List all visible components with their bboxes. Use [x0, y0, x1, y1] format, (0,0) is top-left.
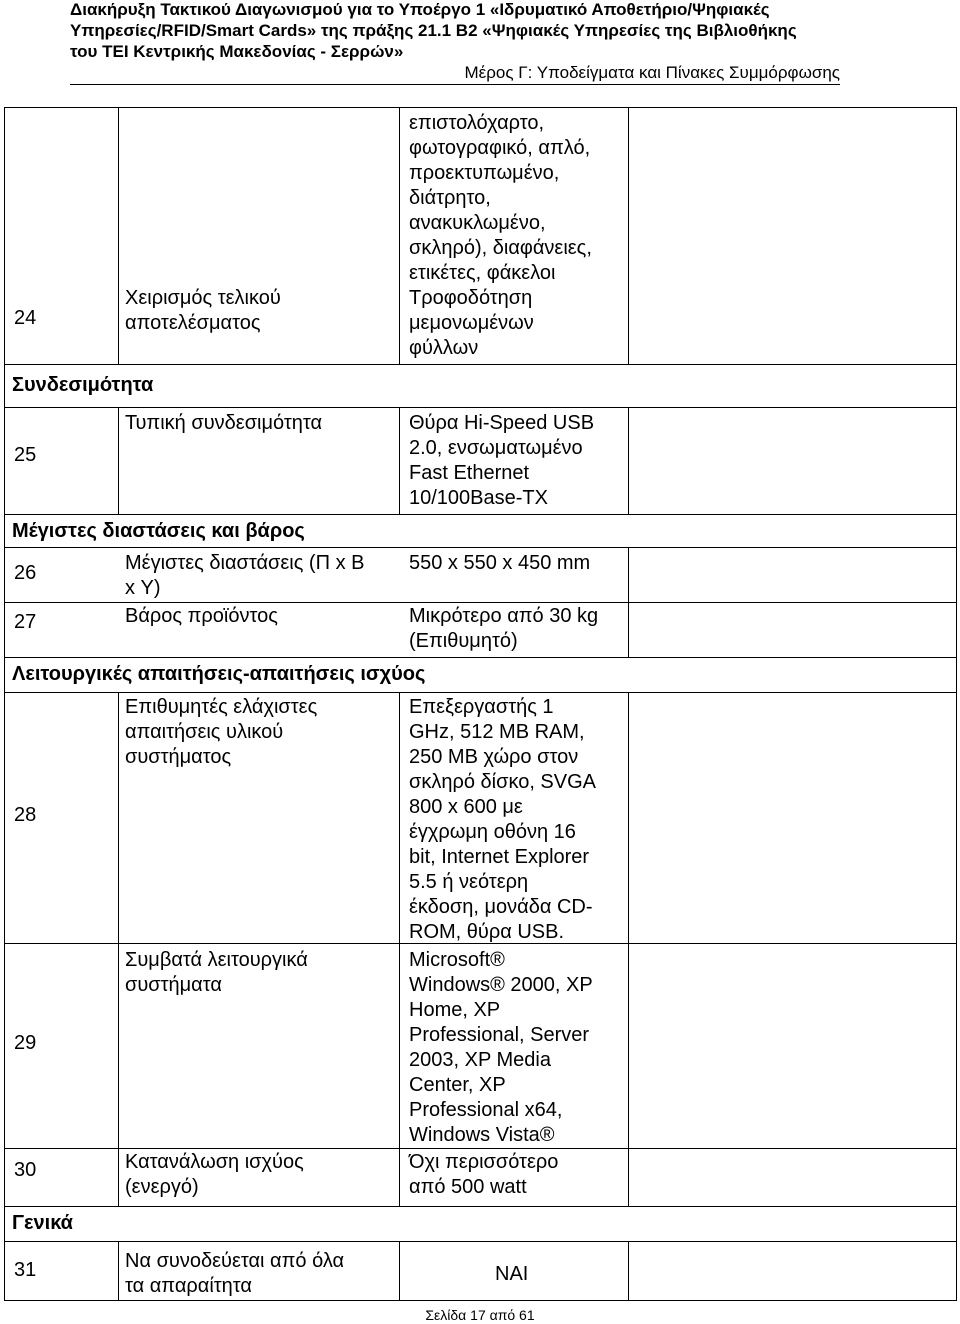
table-rule [4, 602, 957, 603]
col-divider [628, 547, 629, 658]
table-rule [4, 364, 957, 365]
spec-cell: 2.0, ενσωματωμένο [409, 437, 583, 459]
spec-cell: από 500 watt [409, 1176, 527, 1198]
col-divider [628, 692, 629, 1207]
table-rule [4, 1148, 957, 1149]
col-divider [628, 107, 629, 365]
spec-cell: έγχρωμη οθόνη 16 [409, 821, 576, 843]
feature-cell: συστήματος [125, 746, 232, 768]
spec-cell: Professional x64, [409, 1099, 563, 1121]
spec-cell: 2003, XP Media [409, 1049, 551, 1071]
row-number: 27 [14, 611, 37, 633]
col-divider [118, 107, 119, 365]
spec-cell: ανακυκλωμένο, [409, 212, 546, 234]
col-divider [628, 407, 629, 515]
col-divider [399, 1241, 400, 1301]
col-divider [628, 1241, 629, 1301]
spec-cell: μεμονωμένων [409, 312, 534, 334]
col-divider [399, 107, 400, 365]
feature-cell: αποτελέσματος [125, 312, 261, 334]
spec-cell: 5.5 ή νεότερη [409, 871, 529, 893]
spec-cell: Τροφοδότηση [409, 287, 533, 309]
table-rule [4, 1241, 957, 1242]
spec-cell: Επεξεργαστής 1 [409, 696, 554, 718]
spec-cell: Microsoft® [409, 949, 505, 971]
spec-cell: Home, XP [409, 999, 501, 1021]
feature-cell: τα απαραίτητα [125, 1275, 252, 1297]
spec-cell: Όχι περισσότερο [409, 1151, 559, 1173]
spec-cell: ΝΑΙ [495, 1263, 529, 1285]
spec-cell: bit, Internet Explorer [409, 846, 590, 868]
table-rule [4, 1206, 957, 1207]
spec-cell: 800 x 600 με [409, 796, 523, 818]
table-rule [4, 547, 957, 548]
header-rule [70, 84, 840, 85]
spec-cell: Professional, Server [409, 1024, 590, 1046]
section-heading: Λειτουργικές απαιτήσεις-απαιτήσεις ισχύος [12, 663, 426, 685]
table-rule [4, 514, 957, 515]
col-divider [118, 407, 119, 515]
spec-cell: επιστολόχαρτο, [409, 112, 545, 134]
spec-cell: σκληρό δίσκο, SVGA [409, 771, 597, 793]
feature-cell: (ενεργό) [125, 1176, 199, 1198]
spec-cell: 250 MB χώρο στον [409, 746, 579, 768]
table-rule [4, 692, 957, 693]
spec-cell: Fast Ethernet [409, 462, 530, 484]
feature-cell: απαιτήσεις υλικού [125, 721, 284, 743]
feature-cell: Χειρισμός τελικού [125, 287, 281, 309]
spec-cell: έκδοση, μονάδα CD- [409, 896, 593, 918]
section-heading: Συνδεσιμότητα [12, 374, 154, 396]
table-rule [4, 1300, 957, 1301]
spec-cell: Μικρότερο από 30 kg [409, 605, 599, 627]
col-divider [118, 1241, 119, 1301]
spec-cell: Windows® 2000, XP [409, 974, 593, 996]
spec-cell: 10/100Base-TX [409, 487, 548, 509]
feature-cell: Να συνοδεύεται από όλα [125, 1250, 345, 1272]
spec-cell: GHz, 512 MB RAM, [409, 721, 585, 743]
feature-cell: x Υ) [125, 577, 161, 599]
section-heading: Μέγιστες διαστάσεις και βάρος [12, 520, 305, 542]
row-number: 24 [14, 307, 37, 329]
header-part: Μέρος Γ: Υποδείγματα και Πίνακες Συμμόρφωσης [464, 63, 840, 82]
header-line-2: Υπηρεσίες/RFID/Smart Cards» της πράξης 21.1 Β2 «Ψηφιακές Υπηρεσίες της Βιβλιοθήκης [70, 21, 797, 40]
spec-cell: σκληρό), διαφάνειες, [409, 237, 592, 259]
spec-cell: Θύρα Hi-Speed USB [409, 412, 595, 434]
feature-cell: Μέγιστες διαστάσεις (Π x Β [125, 552, 365, 574]
table-border-left [4, 107, 5, 1301]
col-divider [118, 692, 119, 1207]
feature-cell: Συμβατά λειτουργικά [125, 949, 308, 971]
spec-cell: διάτρητο, [409, 187, 491, 209]
header-line-1: Διακήρυξη Τακτικού Διαγωνισμού για το Υποέργο 1 «Ιδρυματικό Αποθετήριο/Ψηφιακές [70, 0, 770, 19]
spec-cell: προεκτυπωμένο, [409, 162, 560, 184]
row-number: 31 [14, 1259, 37, 1281]
spec-cell: φύλλων [409, 337, 479, 359]
spec-cell: Center, XP [409, 1074, 506, 1096]
spec-cell: (Επιθυμητό) [409, 630, 518, 652]
spec-cell: ετικέτες, φάκελοι [409, 262, 556, 284]
feature-cell: Τυπική συνδεσιμότητα [125, 412, 323, 434]
spec-cell: Windows Vista® [409, 1124, 555, 1146]
row-number: 28 [14, 804, 37, 826]
header-line-3: του ΤΕΙ Κεντρικής Μακεδονίας - Σερρών» [70, 42, 404, 61]
feature-cell: Κατανάλωση ισχύος [125, 1151, 304, 1173]
row-number: 26 [14, 562, 37, 584]
table-rule [4, 657, 957, 658]
col-divider [399, 692, 400, 1207]
row-number: 25 [14, 444, 37, 466]
table-rule [4, 407, 957, 408]
row-number: 30 [14, 1159, 37, 1181]
table-rule [4, 107, 957, 108]
table-border-right [956, 107, 957, 1301]
spec-cell: φωτογραφικό, απλό, [409, 137, 591, 159]
spec-cell: 550 x 550 x 450 mm [409, 552, 591, 574]
feature-cell: Επιθυμητές ελάχιστες [125, 696, 318, 718]
feature-cell: συστήματα [125, 974, 222, 996]
col-divider [399, 407, 400, 515]
page-number: Σελίδα 17 από 61 [425, 1307, 535, 1323]
row-number: 29 [14, 1032, 37, 1054]
feature-cell: Βάρος προϊόντος [125, 605, 278, 627]
section-heading: Γενικά [12, 1212, 73, 1234]
spec-cell: ROM, θύρα USB. [409, 921, 565, 943]
